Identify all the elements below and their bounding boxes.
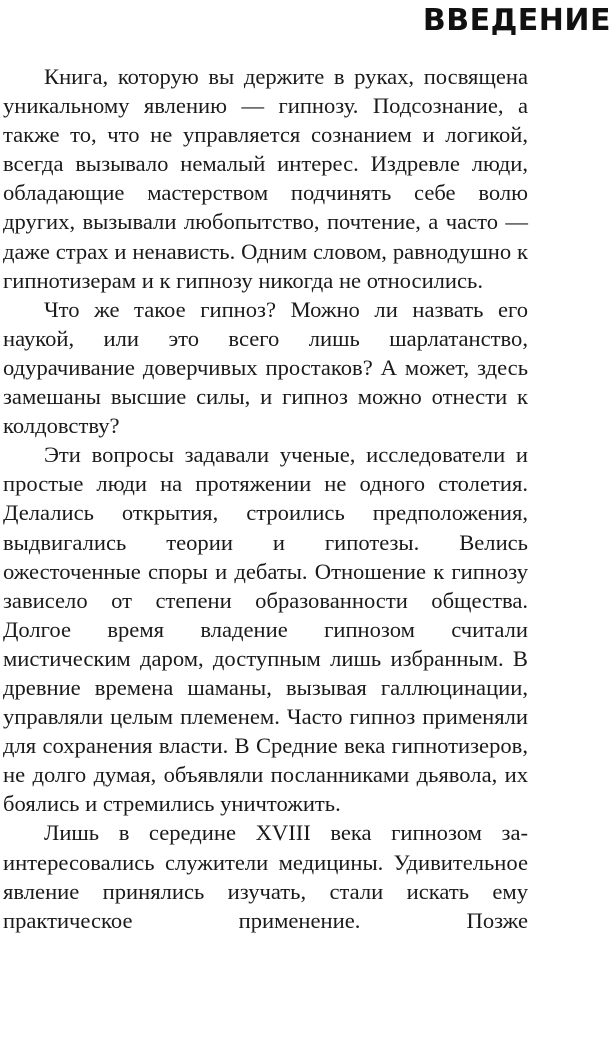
chapter-body — [3, 62, 528, 935]
paragraph: Что же такое гипноз? Можно ли назвать его наукой, или это всего лишь шарлатанство, одурачивание доверчивых простаков? А может, здесь замешаны высшие силы, и гипноз можно отнести к колдовству? — [3, 296, 528, 439]
paragraph: Книга, которую вы держите в руках, посвящена уникальному явлению — гипнозу. Подсознание, а также то, что не управляется сознанием и логикой, всегда вызывало немалый интерес. Издревле люди, обладающие мастерством подчинять себе волю других, вызывали любопытство, почтение, а часто — даже страх и ненависть. Одним словом, равнодушно к гипнотизерам и к гипнозу никогда не относились. — [3, 64, 528, 293]
paragraph: Лишь в середине XVIII века гипнозом заинтересовались служители медицины. Удивительное явление принялись изучать, стали искать ему практическое применение. Позже — [3, 820, 528, 933]
paragraph: Эти вопросы задавали ученые, исследователи и простые люди на протяжении не одного столетия. Делались открытия, строились предположения, выдвигались теории и гипотезы. Велись ожесточенные споры и дебаты. Отношение к гипнозу зависело от степени образованности общества. Долгое время владение гипнозом считали мистическим даром, доступным лишь избранным. В древние времена шаманы, вызывая галлюцинации, управляли целым племенем. Часто гипноз применяли для сохранения власти. В Средние века гипнотизеров, не долго думая, объявляли посланниками дьявола, их боялись и стремились уничтожить. — [3, 442, 528, 817]
chapter-heading: ВВЕДЕНИЕ — [422, 3, 611, 38]
